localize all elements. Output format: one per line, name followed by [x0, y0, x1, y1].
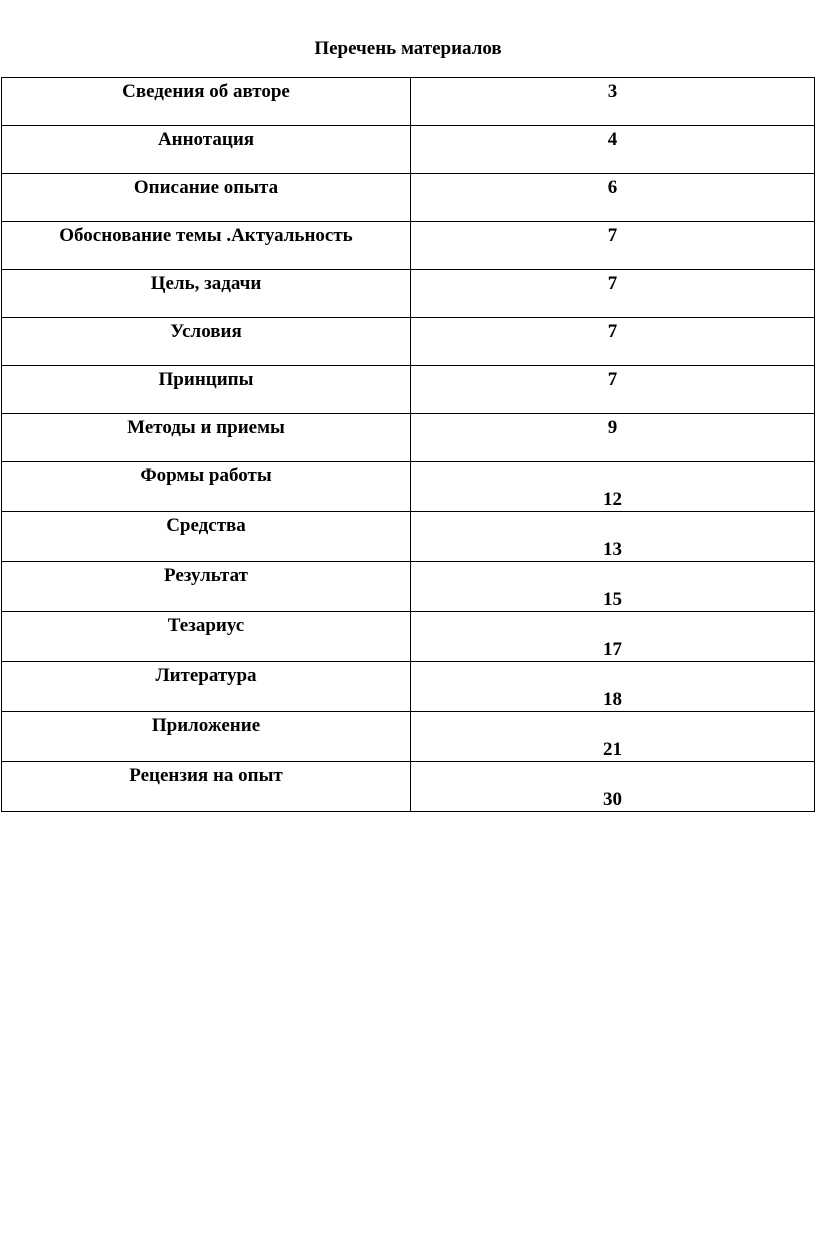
- table-row: [2, 222, 815, 270]
- toc-page-number: 6: [607, 177, 618, 198]
- table-row: [2, 174, 815, 222]
- toc-label: Обоснование темы .Актуальность: [59, 225, 353, 246]
- toc-page-cell: [411, 662, 815, 712]
- toc-label-cell: [2, 612, 411, 662]
- toc-page-number: 7: [607, 321, 618, 342]
- toc-label: Приложение: [151, 715, 261, 736]
- toc-page-number: 30: [603, 789, 622, 810]
- toc-label: Результат: [164, 565, 248, 586]
- toc-label: Методы и приемы: [127, 417, 285, 438]
- table-row: [2, 126, 815, 174]
- table-row: [2, 612, 815, 662]
- toc-page-number: 18: [603, 689, 622, 710]
- toc-page-number: 12: [603, 489, 622, 510]
- toc-label: Принципы: [158, 369, 254, 390]
- table-row: [2, 562, 815, 612]
- toc-page-number: 17: [603, 639, 622, 660]
- toc-label: Условия: [170, 321, 242, 342]
- toc-page-cell: [411, 562, 815, 612]
- toc-label-cell: [2, 562, 411, 612]
- toc-page-cell: [411, 462, 815, 512]
- toc-label-cell: [2, 318, 411, 366]
- toc-label: Тезариус: [167, 615, 245, 636]
- table-of-contents: [1, 77, 815, 812]
- toc-label: Формы работы: [140, 465, 272, 486]
- toc-page-number: 7: [607, 369, 618, 390]
- table-row: [2, 78, 815, 126]
- table-row: [2, 512, 815, 562]
- table-row: [2, 366, 815, 414]
- table-row: [2, 662, 815, 712]
- table-row: [2, 414, 815, 462]
- toc-page-cell: [411, 414, 815, 462]
- toc-page-number: 15: [603, 589, 622, 610]
- toc-page-cell: [411, 366, 815, 414]
- toc-page-cell: [411, 270, 815, 318]
- toc-page-cell: [411, 78, 815, 126]
- toc-page-number: 9: [607, 417, 618, 438]
- toc-label-cell: [2, 78, 411, 126]
- toc-page-number: 3: [607, 81, 618, 102]
- toc-label-cell: [2, 222, 411, 270]
- toc-label-cell: [2, 712, 411, 762]
- toc-label-cell: [2, 414, 411, 462]
- toc-page-cell: [411, 762, 815, 812]
- toc-page-cell: [411, 712, 815, 762]
- toc-label-cell: [2, 662, 411, 712]
- toc-label: Средства: [166, 515, 246, 536]
- toc-label-cell: [2, 462, 411, 512]
- toc-page-cell: [411, 512, 815, 562]
- toc-page-number: 4: [607, 129, 618, 150]
- toc-label: Аннотация: [157, 129, 255, 150]
- toc-label: Сведения об авторе: [122, 81, 290, 102]
- toc-label: Цель, задачи: [150, 273, 262, 294]
- toc-label-cell: [2, 762, 411, 812]
- toc-page-number: 21: [603, 739, 622, 760]
- table-row: [2, 462, 815, 512]
- toc-label-cell: [2, 366, 411, 414]
- toc-page-cell: [411, 612, 815, 662]
- toc-label-cell: [2, 270, 411, 318]
- toc-page-cell: [411, 318, 815, 366]
- toc-label-cell: [2, 174, 411, 222]
- toc-page-number: 13: [603, 539, 622, 560]
- toc-label: Литература: [155, 665, 257, 686]
- toc-page-cell: [411, 222, 815, 270]
- table-row: [2, 270, 815, 318]
- table-row: [2, 318, 815, 366]
- toc-page-cell: [411, 126, 815, 174]
- table-row: [2, 762, 815, 812]
- toc-label: Рецензия на опыт: [129, 765, 283, 786]
- toc-label-cell: [2, 512, 411, 562]
- page-title: Перечень материалов: [314, 38, 502, 59]
- toc-label: Описание опыта: [133, 177, 279, 198]
- toc-page-number: 7: [607, 273, 618, 294]
- toc-label-cell: [2, 126, 411, 174]
- table-row: [2, 712, 815, 762]
- toc-page-cell: [411, 174, 815, 222]
- toc-page-number: 7: [607, 225, 618, 246]
